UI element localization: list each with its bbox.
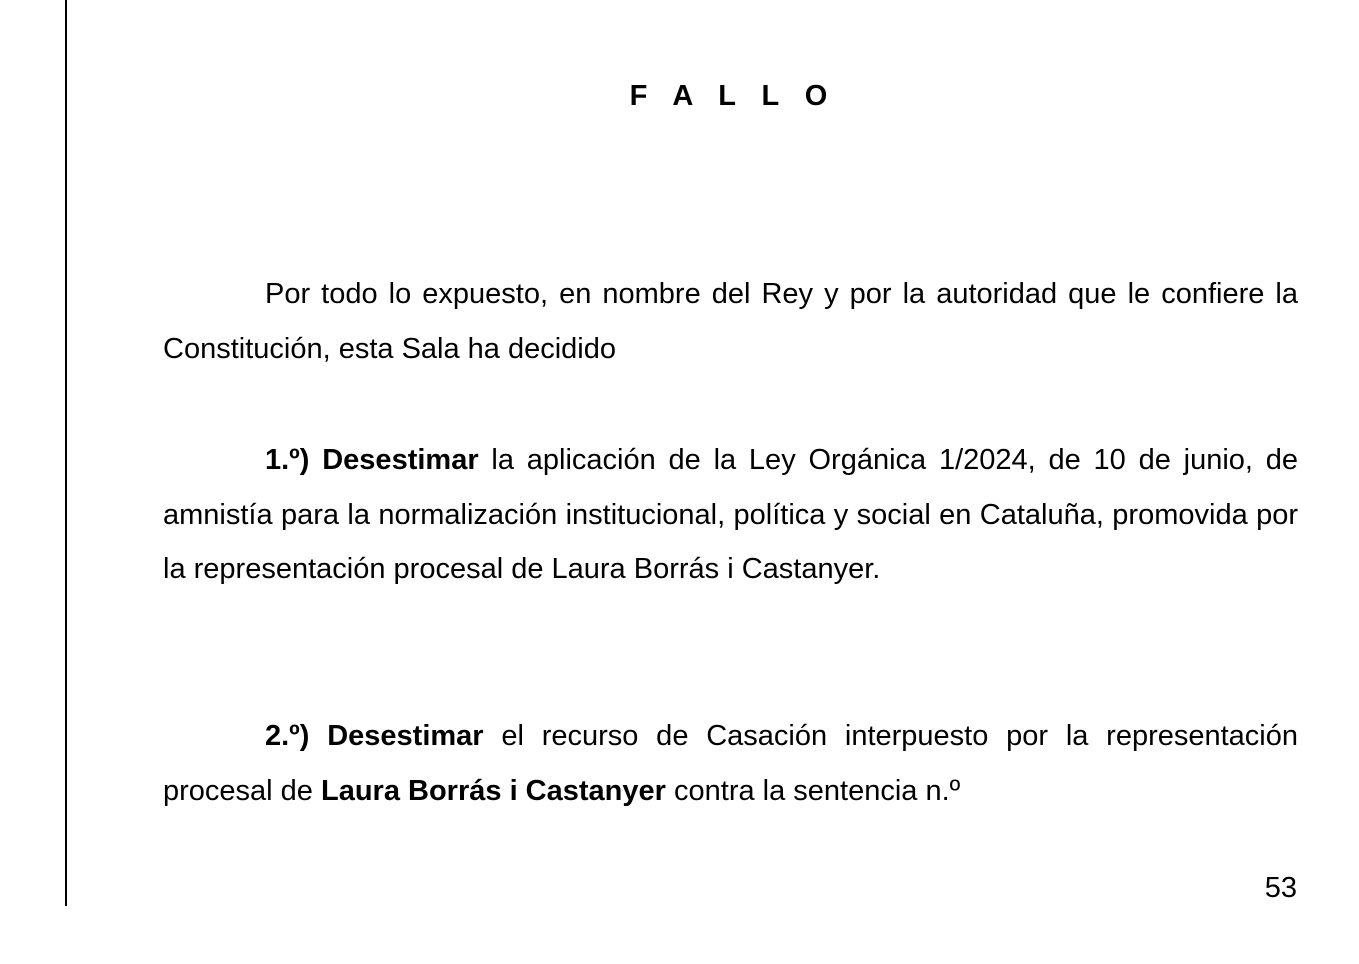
ruling-item-2 bbox=[163, 709, 1298, 818]
section-heading: F A L L O bbox=[629, 80, 837, 112]
page-number: 53 bbox=[1264, 872, 1297, 904]
item-2-verb: Desestimar bbox=[327, 720, 484, 752]
item-2-text-b: contra la sentencia n.º bbox=[674, 774, 961, 807]
intro-text: Por todo lo expuesto, en nombre del Rey y por la autoridad que le confiere la Constitución, esta Sala ha decidido bbox=[163, 278, 1298, 365]
intro-paragraph bbox=[163, 267, 1298, 376]
item-2-text-a: el recurso de Casación interpuesto por la representación procesal de bbox=[163, 720, 1299, 807]
item-2-party: Laura Borrás i Castanyer bbox=[321, 774, 666, 807]
ruling-item-1 bbox=[163, 433, 1298, 597]
item-1-verb: Desestimar bbox=[322, 444, 479, 476]
item-2-number: 2.º) bbox=[265, 720, 310, 752]
item-1-text: la aplicación de la Ley Orgánica 1/2024, de 10 de junio, de amnistía para la normalización institucional, política y social en Cataluña, promovida por la representación procesal de Laura Borrás i Castanyer. bbox=[163, 444, 1298, 585]
margin-rule bbox=[65, 0, 67, 906]
item-1-number: 1.º) bbox=[265, 444, 310, 476]
